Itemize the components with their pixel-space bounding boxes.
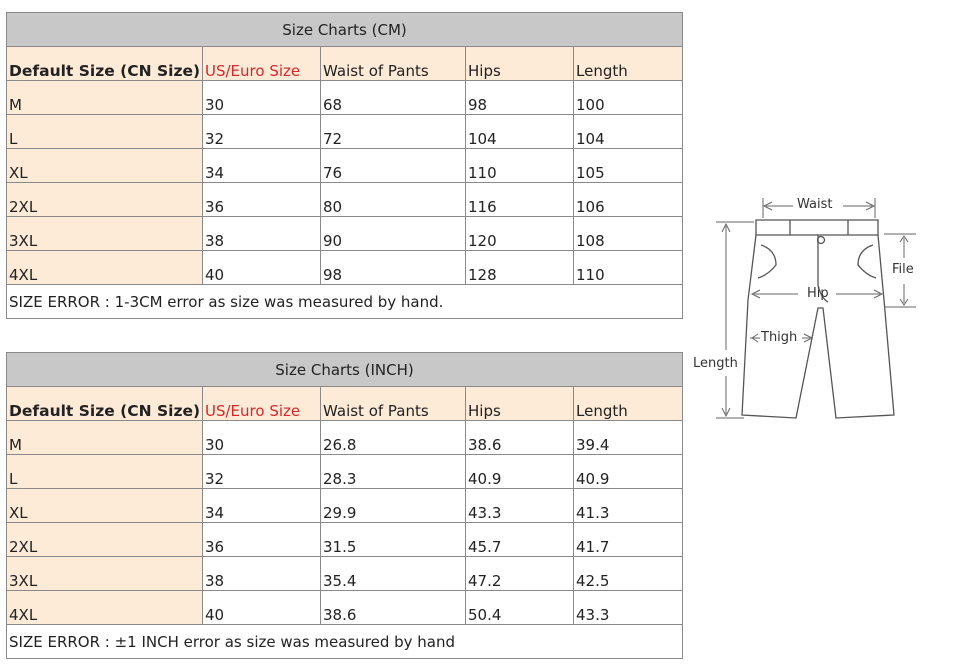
size-cell: L: [7, 455, 203, 489]
table-row: [7, 421, 683, 455]
table-row: [7, 557, 683, 591]
length-cell: 43.3: [574, 591, 683, 625]
us-euro-cell: 40: [203, 251, 321, 285]
waist-cell: 72: [321, 115, 466, 149]
hips-cell: 128: [466, 251, 574, 285]
size-cell: 3XL: [7, 557, 203, 591]
table-row: [7, 489, 683, 523]
thigh-label: Thigh: [761, 330, 798, 345]
size-cell: 2XL: [7, 183, 203, 217]
hips-cell: 47.2: [466, 557, 574, 591]
size-cell: M: [7, 421, 203, 455]
header-default-size: Default Size (CN Size): [7, 387, 203, 421]
size-cell: 4XL: [7, 251, 203, 285]
table-title: Size Charts (CM): [7, 13, 683, 47]
size-cell: 2XL: [7, 523, 203, 557]
size-cell: XL: [7, 149, 203, 183]
us-euro-cell: 36: [203, 523, 321, 557]
length-label: Length: [693, 356, 738, 371]
size-chart-cm-table: [6, 12, 683, 319]
hips-cell: 116: [466, 183, 574, 217]
hips-cell: 43.3: [466, 489, 574, 523]
waist-cell: 68: [321, 81, 466, 115]
size-cell: L: [7, 115, 203, 149]
table-row: [7, 523, 683, 557]
waist-cell: 80: [321, 183, 466, 217]
table-row: [7, 149, 683, 183]
table-row: [7, 217, 683, 251]
hips-cell: 110: [466, 149, 574, 183]
hips-cell: 98: [466, 81, 574, 115]
length-cell: 40.9: [574, 455, 683, 489]
waist-cell: 98: [321, 251, 466, 285]
table-row: [7, 81, 683, 115]
length-cell: 106: [574, 183, 683, 217]
size-cell: XL: [7, 489, 203, 523]
size-cell: M: [7, 81, 203, 115]
header-hips: Hips: [466, 47, 574, 81]
table-row: [7, 183, 683, 217]
length-cell: 42.5: [574, 557, 683, 591]
hip-label: Hip: [807, 286, 829, 301]
header-waist: Waist of Pants: [321, 47, 466, 81]
length-cell: 41.3: [574, 489, 683, 523]
hips-cell: 50.4: [466, 591, 574, 625]
waist-cell: 76: [321, 149, 466, 183]
file-label: File: [892, 262, 914, 277]
header-us-euro-size: US/Euro Size: [203, 387, 321, 421]
hips-cell: 45.7: [466, 523, 574, 557]
header-waist: Waist of Pants: [321, 387, 466, 421]
us-euro-cell: 34: [203, 149, 321, 183]
length-cell: 108: [574, 217, 683, 251]
size-error-note: SIZE ERROR : ±1 INCH error as size was measured by hand: [7, 625, 683, 659]
us-euro-cell: 38: [203, 217, 321, 251]
hips-cell: 40.9: [466, 455, 574, 489]
us-euro-cell: 38: [203, 557, 321, 591]
waist-cell: 31.5: [321, 523, 466, 557]
us-euro-cell: 32: [203, 115, 321, 149]
length-cell: 39.4: [574, 421, 683, 455]
size-cell: 4XL: [7, 591, 203, 625]
waist-cell: 29.9: [321, 489, 466, 523]
waist-cell: 35.4: [321, 557, 466, 591]
table-row: [7, 251, 683, 285]
hips-cell: 104: [466, 115, 574, 149]
hips-cell: 38.6: [466, 421, 574, 455]
header-length: Length: [574, 47, 683, 81]
header-us-euro-size: US/Euro Size: [203, 47, 321, 81]
waist-cell: 90: [321, 217, 466, 251]
pants-measurement-diagram: [688, 190, 928, 430]
us-euro-cell: 36: [203, 183, 321, 217]
waist-label: Waist: [797, 197, 833, 212]
hips-cell: 120: [466, 217, 574, 251]
length-cell: 41.7: [574, 523, 683, 557]
header-hips: Hips: [466, 387, 574, 421]
us-euro-cell: 30: [203, 421, 321, 455]
table-title: Size Charts (INCH): [7, 353, 683, 387]
header-default-size: Default Size (CN Size): [7, 47, 203, 81]
length-cell: 110: [574, 251, 683, 285]
us-euro-cell: 30: [203, 81, 321, 115]
waist-cell: 28.3: [321, 455, 466, 489]
us-euro-cell: 40: [203, 591, 321, 625]
waist-cell: 38.6: [321, 591, 466, 625]
length-cell: 100: [574, 81, 683, 115]
header-length: Length: [574, 387, 683, 421]
us-euro-cell: 32: [203, 455, 321, 489]
size-error-note: SIZE ERROR : 1-3CM error as size was measured by hand.: [7, 285, 683, 319]
length-cell: 105: [574, 149, 683, 183]
waist-cell: 26.8: [321, 421, 466, 455]
table-row: [7, 115, 683, 149]
table-row: [7, 455, 683, 489]
length-cell: 104: [574, 115, 683, 149]
us-euro-cell: 34: [203, 489, 321, 523]
size-cell: 3XL: [7, 217, 203, 251]
pants-illustration: [688, 190, 928, 430]
table-row: [7, 591, 683, 625]
size-chart-inch-table: [6, 352, 683, 659]
